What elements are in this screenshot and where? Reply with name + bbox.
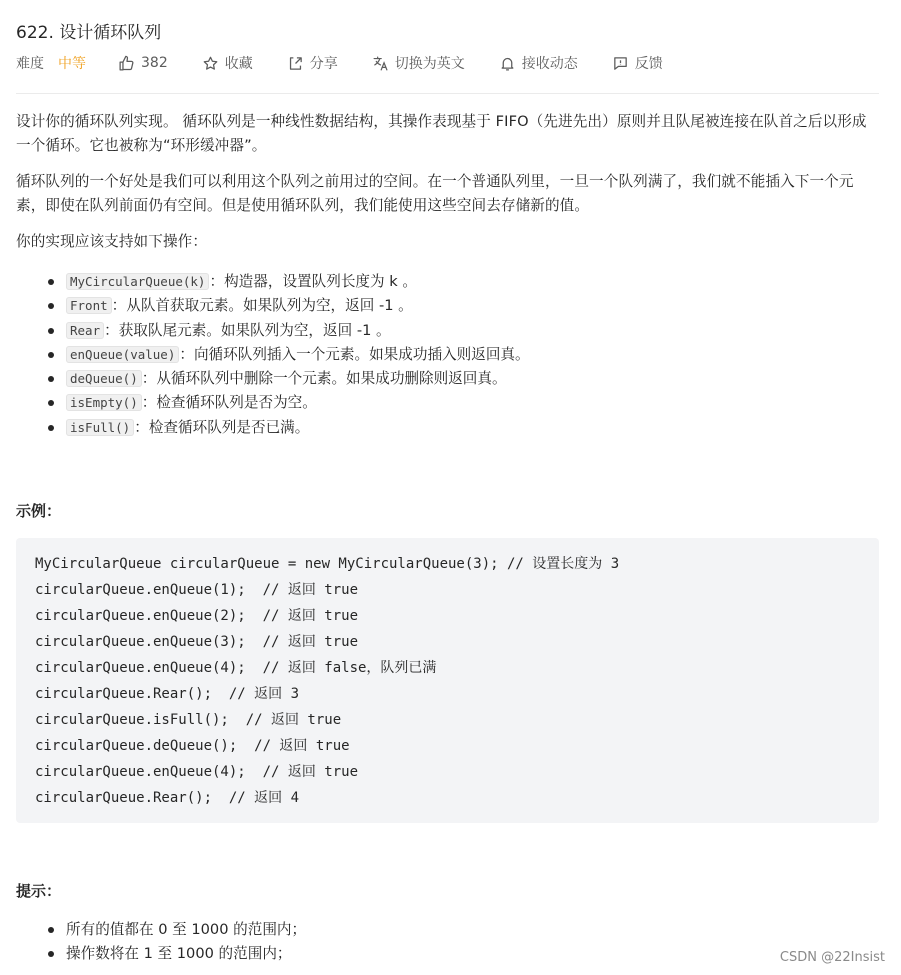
list-item [16,416,879,440]
hints-list [16,918,306,966]
feedback-icon [612,55,629,72]
code-line: circularQueue.deQueue(); // 返回 true [35,738,350,754]
code-line: circularQueue.enQueue(4); // 返回 true [35,764,359,780]
code-line: circularQueue.enQueue(4); // 返回 false，队列已满 [35,660,437,676]
feedback-label: 反馈 [634,56,663,72]
favorite-button[interactable] [202,53,253,73]
list-item [16,270,879,294]
switch-language-label: 切换为英文 [394,56,465,72]
difficulty-label: 难度 [16,56,44,72]
switch-language-button[interactable] [372,53,465,73]
description-paragraph: 设计你的循环队列实现。 循环队列是一种线性数据结构，其操作表现基于 FIFO（先进先出）原则并且队尾被连接在队首之后以形成一个循环。它也被称为“环形缓冲器”。 [16,113,867,154]
inline-code: Rear [66,322,104,339]
code-line: MyCircularQueue circularQueue = new MyCircularQueue(3); // 设置长度为 3 [35,556,620,572]
list-item-text: ：构造器，设置队列长度为 k 。 [209,273,417,290]
inline-code: enQueue(value) [66,346,179,363]
example-heading: 示例： [16,502,62,520]
inline-code: isEmpty() [66,394,142,411]
thumbs-up-icon [118,55,135,72]
list-item-text: ：获取队尾元素。如果队列为空，返回 -1 。 [104,321,391,339]
code-line: circularQueue.enQueue(2); // 返回 true [35,608,359,624]
header-divider [16,93,879,94]
share-icon [287,55,304,72]
description-paragraph: 循环队列的一个好处是我们可以利用这个队列之前用过的空间。在一个普通队列里，一旦一个队列满了，我们就不能插入下一个元素，即使在队列前面仍有空间。但是使用循环队列，我们能使用这些空间去存储新的值。 [16,173,854,214]
inline-code: deQueue() [66,370,142,387]
list-item [16,343,879,367]
list-item: 操作数将在 1 至 1000 的范围内； [16,942,306,966]
star-icon [202,55,219,72]
feedback-button[interactable] [612,53,663,73]
list-item-text: ：从循环队列中删除一个元素。如果成功删除则返回真。 [141,370,507,388]
list-item [16,319,879,343]
favorite-label: 收藏 [224,56,253,72]
problem-description [16,110,879,440]
list-item [16,367,879,391]
example-code-block [16,538,879,823]
list-item [16,294,879,318]
list-item-text: ：向循环队列插入一个元素。如果成功插入则返回真。 [179,345,530,363]
hints-heading: 提示： [16,882,62,900]
like-count: 382 [141,55,168,71]
operations-list [16,270,879,440]
code-line: circularQueue.Rear(); // 返回 4 [35,790,300,806]
share-button[interactable] [287,53,338,73]
problem-meta-bar [16,51,663,75]
code-line: circularQueue.enQueue(3); // 返回 true [35,634,359,650]
translate-icon [372,55,389,72]
notify-label: 接收动态 [521,56,578,72]
inline-code: MyCircularQueue(k) [66,273,209,290]
list-item-text: ：从队首获取元素。如果队列为空，返回 -1 。 [111,297,413,315]
list-item [16,391,879,415]
bell-icon [499,55,516,72]
share-label: 分享 [309,56,338,72]
description-paragraph: 你的实现应该支持如下操作： [16,233,208,250]
inline-code: Front [66,297,112,314]
problem-title: 622. 设计循环队列 [16,23,162,43]
watermark: CSDN @22Insist [779,950,885,965]
code-line: circularQueue.Rear(); // 返回 3 [35,686,300,702]
inline-code: isFull() [66,419,134,436]
code-line: circularQueue.isFull(); // 返回 true [35,712,342,728]
notify-button[interactable] [499,53,578,73]
like-button[interactable] [118,55,168,72]
difficulty-badge: 中等 [58,56,86,72]
list-item: 所有的值都在 0 至 1000 的范围内； [16,918,306,942]
list-item-text: ：检查循环队列是否为空。 [141,394,317,412]
code-lines [35,551,619,811]
list-item-text: ：检查循环队列是否已满。 [134,418,310,436]
code-line: circularQueue.enQueue(1); // 返回 true [35,582,359,598]
